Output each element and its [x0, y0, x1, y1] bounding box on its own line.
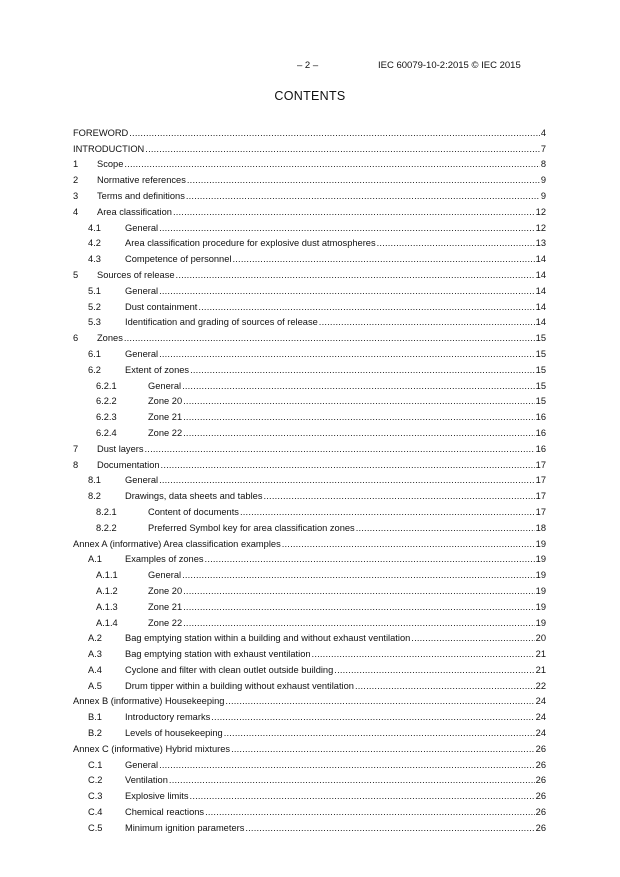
toc-dot-leader	[159, 760, 535, 770]
toc-entry-page: 8	[540, 159, 546, 170]
toc-entry-page: 17	[535, 491, 546, 502]
document-id: IEC 60079-10-2:2015 © IEC 2015	[378, 60, 521, 71]
toc-dot-leader	[198, 302, 534, 312]
toc-entry-label: Area classification	[97, 206, 172, 217]
toc-dot-leader	[334, 665, 534, 675]
toc-entry-label: Zone 22	[148, 617, 183, 628]
toc-entry[interactable]	[73, 612, 546, 628]
toc-entry-page: 26	[535, 791, 546, 802]
toc-dot-leader	[159, 286, 535, 296]
toc-dot-leader	[356, 523, 535, 533]
toc-entry[interactable]	[73, 406, 546, 422]
toc-entry[interactable]	[73, 343, 546, 359]
toc-entry[interactable]	[73, 312, 546, 328]
toc-dot-leader	[319, 317, 535, 327]
toc-dot-leader	[282, 539, 535, 549]
toc-entry[interactable]	[73, 454, 546, 470]
toc-entry-label: Dust layers	[97, 443, 144, 454]
toc-dot-leader	[124, 333, 535, 343]
toc-entry-label: Zone 21	[148, 412, 183, 423]
toc-dot-leader	[231, 744, 535, 754]
toc-entry-label: General	[125, 222, 159, 233]
toc-entry-page: 26	[535, 759, 546, 770]
toc-entry[interactable]	[73, 485, 546, 501]
toc-entry-page: 14	[535, 269, 546, 280]
toc-entry-number: A.3	[88, 649, 102, 660]
toc-entry-page: 7	[540, 143, 546, 154]
toc-dot-leader	[225, 696, 534, 706]
toc-dot-leader	[129, 128, 540, 138]
toc-entry-label: Introductory remarks	[125, 712, 211, 723]
toc-entry[interactable]	[73, 628, 546, 644]
toc-entry-page: 13	[535, 238, 546, 249]
page-title: CONTENTS	[274, 89, 346, 103]
toc-entry-number: A.5	[88, 680, 102, 691]
toc-entry-page: 14	[535, 317, 546, 328]
toc-dot-leader	[187, 175, 540, 185]
toc-entry-label: Examples of zones	[125, 554, 204, 565]
toc-entry-number: 4	[73, 206, 79, 217]
toc-entry[interactable]	[73, 359, 546, 375]
toc-entry-number: 4.3	[88, 254, 101, 265]
toc-entry-number: 8.1	[88, 475, 101, 486]
toc-entry[interactable]	[73, 248, 546, 264]
toc-entry-page: 16	[535, 412, 546, 423]
toc-entry-page: 4	[540, 127, 546, 138]
toc-entry-page: 21	[535, 664, 546, 675]
toc-entry-number: 6.2	[88, 364, 101, 375]
toc-dot-leader	[183, 586, 535, 596]
toc-entry-page: 17	[535, 459, 546, 470]
toc-entry-number: C.3	[88, 791, 103, 802]
toc-entry-number: 6.1	[88, 348, 101, 359]
toc-entry-number: 6.2.3	[96, 412, 117, 423]
toc-entry[interactable]	[73, 501, 546, 517]
toc-entry-page: 19	[535, 617, 546, 628]
toc-entry-label: FOREWORD	[73, 127, 129, 138]
toc-dot-leader	[183, 396, 535, 406]
toc-entry-label: Scope	[97, 159, 124, 170]
toc-entry-number: 3	[73, 190, 79, 201]
toc-entry[interactable]	[73, 533, 546, 549]
toc-entry-page: 15	[535, 380, 546, 391]
toc-entry-page: 19	[535, 585, 546, 596]
toc-entry-page: 16	[535, 443, 546, 454]
toc-dot-leader	[159, 223, 535, 233]
toc-entry[interactable]	[73, 706, 546, 722]
toc-dot-leader	[161, 460, 535, 470]
toc-entry-number: 5.2	[88, 301, 101, 312]
toc-entry-number: 6.2.4	[96, 427, 117, 438]
toc-entry-label: Bag emptying station within a building and without exhaust ventilation	[125, 633, 411, 644]
toc-dot-leader	[176, 270, 535, 280]
toc-entry-number: B.1	[88, 712, 102, 723]
toc-entry[interactable]	[73, 375, 546, 391]
toc-entry-number: 6.2.1	[96, 380, 117, 391]
toc-entry[interactable]	[73, 217, 546, 233]
toc-entry-label: Explosive limits	[125, 791, 189, 802]
toc-dot-leader	[190, 791, 535, 801]
toc-entry-label: Zone 22	[148, 427, 183, 438]
toc-entry[interactable]	[73, 564, 546, 580]
toc-entry-page: 15	[535, 348, 546, 359]
toc-entry-label: Zones	[97, 333, 123, 344]
toc-entry-number: 7	[73, 443, 79, 454]
toc-entry[interactable]	[73, 801, 546, 817]
toc-entry-number: 8.2.1	[96, 506, 117, 517]
toc-entry[interactable]	[73, 643, 546, 659]
toc-entry[interactable]	[73, 185, 546, 201]
toc-entry-number: C.4	[88, 807, 103, 818]
toc-entry[interactable]	[73, 391, 546, 407]
toc-entry-number: A.1.4	[96, 617, 118, 628]
toc-entry-label: Content of documents	[148, 506, 239, 517]
toc-entry-page: 9	[540, 175, 546, 186]
toc-entry-page: 26	[535, 743, 546, 754]
toc-entry-number: A.4	[88, 664, 102, 675]
toc-entry-page: 22	[535, 680, 546, 691]
toc-entry-page: 26	[535, 775, 546, 786]
toc-entry-label: INTRODUCTION	[73, 143, 145, 154]
toc-entry-number: 8.2	[88, 491, 101, 502]
toc-entry-page: 18	[535, 522, 546, 533]
toc-entry-number: 6	[73, 333, 79, 344]
toc-entry-label: General	[125, 475, 159, 486]
toc-entry[interactable]	[73, 470, 546, 486]
toc-entry-page: 19	[535, 538, 546, 549]
toc-entry[interactable]	[73, 580, 546, 596]
toc-dot-leader	[240, 507, 535, 517]
toc-entry-page: 20	[535, 633, 546, 644]
toc-entry-number: B.2	[88, 728, 102, 739]
toc-entry-page: 9	[540, 190, 546, 201]
toc-entry-label: Drawings, data sheets and tables	[125, 491, 263, 502]
toc-dot-leader	[145, 144, 540, 154]
toc-dot-leader	[173, 207, 535, 217]
toc-entry-number: C.1	[88, 759, 103, 770]
toc-entry-page: 21	[535, 649, 546, 660]
toc-entry-label: Annex A (informative) Area classification examples	[73, 538, 281, 549]
toc-dot-leader	[169, 775, 535, 785]
toc-entry-number: 1	[73, 159, 79, 170]
toc-entry-label: Zone 20	[148, 396, 183, 407]
toc-entry-number: 4.2	[88, 238, 101, 249]
toc-entry[interactable]	[73, 785, 546, 801]
toc-dot-leader	[159, 475, 535, 485]
toc-entry-label: Annex C (informative) Hybrid mixtures	[73, 743, 231, 754]
toc-entry[interactable]	[73, 438, 546, 454]
toc-entry-number: 5.1	[88, 285, 101, 296]
toc-entry-label: Drum tipper within a building without exhaust ventilation	[125, 680, 354, 691]
toc-entry[interactable]	[73, 233, 546, 249]
toc-entry-label: Chemical reactions	[125, 807, 205, 818]
toc-entry[interactable]	[73, 327, 546, 343]
toc-entry-label: Zone 20	[148, 585, 183, 596]
toc-entry-number: 5	[73, 269, 79, 280]
toc-entry-page: 12	[535, 222, 546, 233]
toc-entry-number: A.1.2	[96, 585, 118, 596]
toc-entry-label: Cyclone and filter with clean outlet outside building	[125, 664, 334, 675]
toc-entry-label: Competence of personnel	[125, 254, 232, 265]
toc-entry-label: Sources of release	[97, 269, 175, 280]
toc-entry-page: 15	[535, 364, 546, 375]
toc-entry-label: Terms and definitions	[97, 190, 185, 201]
toc-entry-page: 19	[535, 570, 546, 581]
toc-entry[interactable]	[73, 817, 546, 833]
toc-entry-number: A.2	[88, 633, 102, 644]
toc-entry-number: 6.2.2	[96, 396, 117, 407]
toc-dot-leader	[182, 570, 535, 580]
toc-entry-page: 15	[535, 333, 546, 344]
table-of-contents	[73, 122, 546, 833]
toc-entry[interactable]	[73, 169, 546, 185]
toc-entry[interactable]	[73, 517, 546, 533]
toc-entry-page: 17	[535, 475, 546, 486]
toc-entry-label: General	[148, 380, 182, 391]
toc-entry-page: 14	[535, 301, 546, 312]
toc-entry[interactable]	[73, 280, 546, 296]
toc-entry-label: General	[125, 348, 159, 359]
toc-dot-leader	[205, 554, 535, 564]
toc-entry-number: C.5	[88, 822, 103, 833]
toc-dot-leader	[263, 491, 534, 501]
toc-entry-number: 2	[73, 175, 79, 186]
toc-dot-leader	[355, 681, 535, 691]
toc-entry-label: General	[148, 570, 182, 581]
toc-dot-leader	[183, 428, 535, 438]
toc-entry[interactable]	[73, 122, 546, 138]
toc-entry[interactable]	[73, 722, 546, 738]
toc-entry[interactable]	[73, 138, 546, 154]
toc-entry-label: Annex B (informative) Housekeeping	[73, 696, 225, 707]
toc-entry-page: 24	[535, 712, 546, 723]
toc-dot-leader	[377, 238, 535, 248]
toc-entry-number: A.1.3	[96, 601, 118, 612]
toc-dot-leader	[145, 444, 535, 454]
toc-entry-page: 26	[535, 807, 546, 818]
toc-entry-page: 19	[535, 601, 546, 612]
toc-dot-leader	[411, 633, 534, 643]
toc-entry-label: Preferred Symbol key for area classification zones	[148, 522, 355, 533]
toc-entry-page: 19	[535, 554, 546, 565]
toc-dot-leader	[183, 618, 535, 628]
toc-entry-page: 17	[535, 506, 546, 517]
toc-entry-number: 5.3	[88, 317, 101, 328]
toc-entry-label: Bag emptying station with exhaust ventilation	[125, 649, 311, 660]
toc-entry-page: 16	[535, 427, 546, 438]
toc-dot-leader	[312, 649, 535, 659]
toc-dot-leader	[245, 823, 534, 833]
toc-entry[interactable]	[73, 422, 546, 438]
toc-entry-number: 8.2.2	[96, 522, 117, 533]
toc-entry[interactable]	[73, 754, 546, 770]
toc-entry-number: A.1.1	[96, 570, 118, 581]
toc-entry[interactable]	[73, 154, 546, 170]
toc-entry-label: Minimum ignition parameters	[125, 822, 245, 833]
toc-entry-page: 24	[535, 696, 546, 707]
toc-entry[interactable]	[73, 201, 546, 217]
toc-entry-label: Ventilation	[125, 775, 168, 786]
toc-entry-label: Extent of zones	[125, 364, 190, 375]
toc-entry[interactable]	[73, 549, 546, 565]
toc-entry[interactable]	[73, 738, 546, 754]
page-number: – 2 –	[297, 60, 319, 71]
toc-dot-leader	[211, 712, 534, 722]
toc-entry[interactable]	[73, 691, 546, 707]
toc-entry-label: Levels of housekeeping	[125, 728, 223, 739]
toc-dot-leader	[124, 159, 539, 169]
toc-entry[interactable]	[73, 264, 546, 280]
toc-entry-number: A.1	[88, 554, 102, 565]
toc-entry-number: C.2	[88, 775, 103, 786]
toc-dot-leader	[159, 349, 535, 359]
toc-dot-leader	[183, 602, 535, 612]
toc-entry[interactable]	[73, 675, 546, 691]
toc-dot-leader	[190, 365, 535, 375]
toc-entry[interactable]	[73, 659, 546, 675]
toc-dot-leader	[182, 381, 535, 391]
toc-entry-label: Area classification procedure for explosive dust atmospheres	[125, 238, 376, 249]
toc-entry-label: Zone 21	[148, 601, 183, 612]
toc-dot-leader	[183, 412, 535, 422]
toc-entry-number: 4.1	[88, 222, 101, 233]
toc-entry-number: 8	[73, 459, 79, 470]
toc-entry-label: Documentation	[97, 459, 160, 470]
toc-dot-leader	[232, 254, 534, 264]
toc-entry-page: 15	[535, 396, 546, 407]
toc-entry-label: Normative references	[97, 175, 186, 186]
toc-entry-label: General	[125, 759, 159, 770]
toc-entry[interactable]	[73, 770, 546, 786]
toc-entry-label: Dust containment	[125, 301, 198, 312]
toc-dot-leader	[186, 191, 540, 201]
toc-entry[interactable]	[73, 296, 546, 312]
toc-dot-leader	[224, 728, 535, 738]
toc-entry[interactable]	[73, 596, 546, 612]
toc-entry-label: Identification and grading of sources of release	[125, 317, 318, 328]
toc-entry-label: General	[125, 285, 159, 296]
toc-entry-page: 14	[535, 254, 546, 265]
toc-entry-page: 26	[535, 822, 546, 833]
toc-entry-page: 14	[535, 285, 546, 296]
toc-dot-leader	[205, 807, 535, 817]
toc-entry-page: 12	[535, 206, 546, 217]
toc-entry-page: 24	[535, 728, 546, 739]
